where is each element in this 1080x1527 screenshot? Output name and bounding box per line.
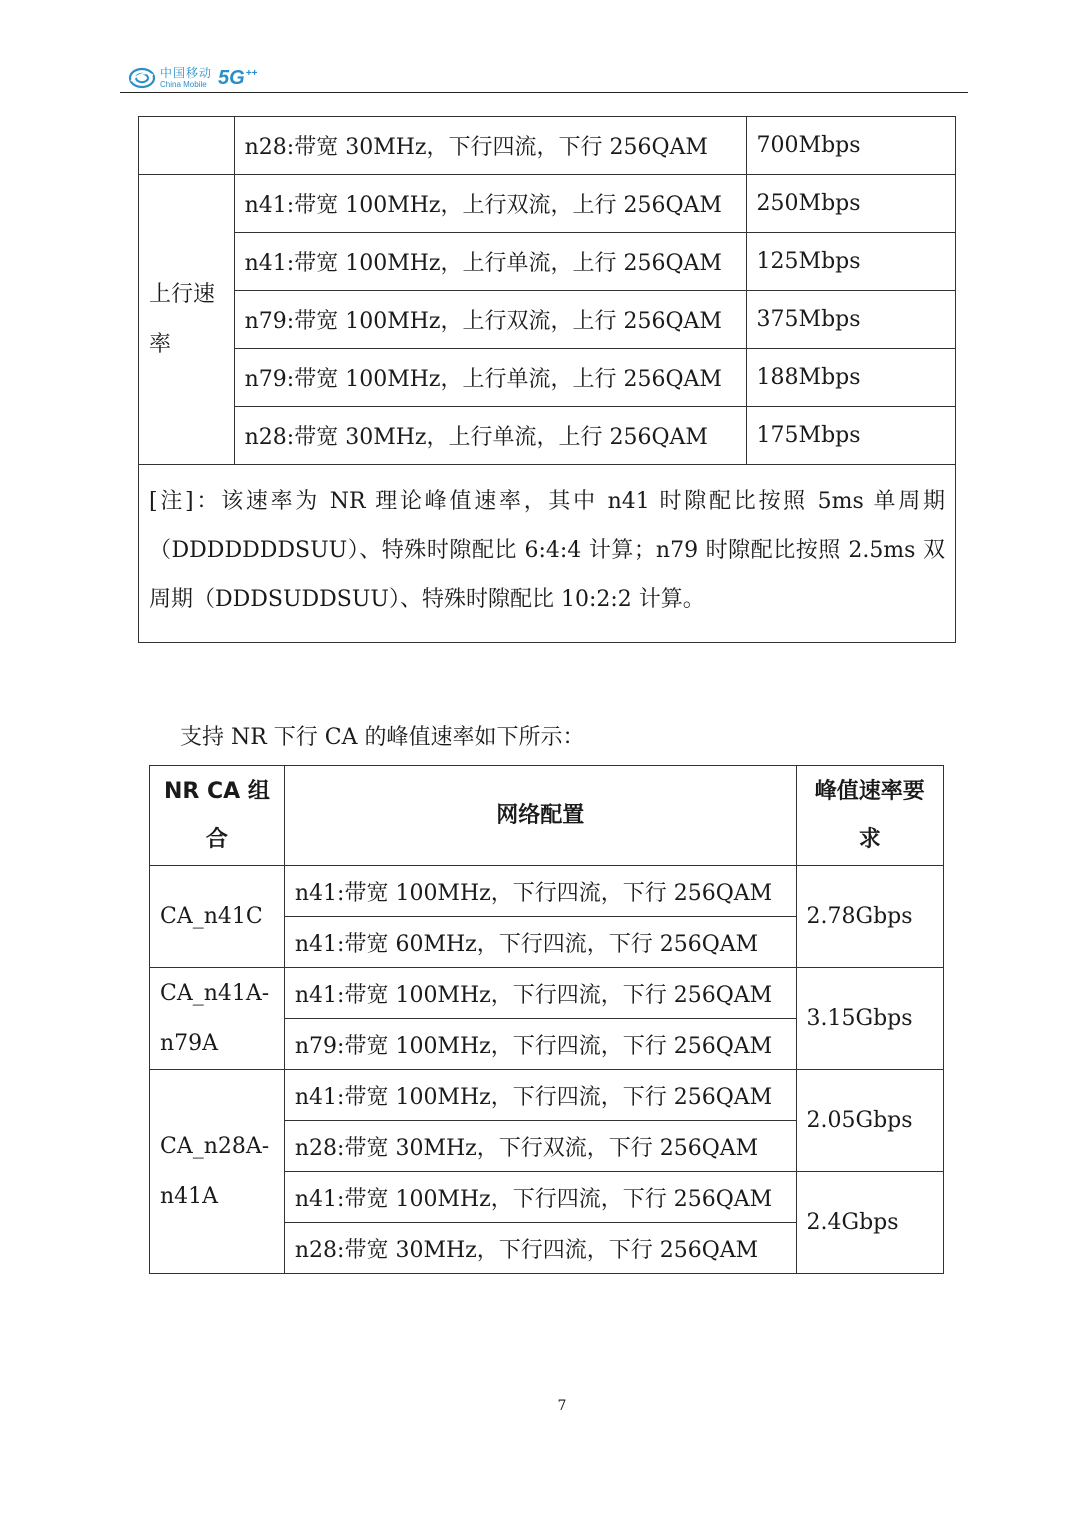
config-cell: n79:带宽 100MHz，上行双流，上行 256QAM: [234, 291, 746, 349]
config-cell: n28:带宽 30MHz，下行四流，下行 256QAM: [234, 117, 746, 175]
rate-cell: 2.05Gbps: [796, 1070, 943, 1172]
config-cell: n79:带宽 100MHz，下行四流，下行 256QAM: [284, 1019, 796, 1070]
config-cell: n28:带宽 30MHz，上行单流，上行 256QAM: [234, 407, 746, 465]
config-cell: n41:带宽 60MHz，下行四流，下行 256QAM: [284, 917, 796, 968]
config-cell: n79:带宽 100MHz，上行单流，上行 256QAM: [234, 349, 746, 407]
table-row: [139, 407, 956, 465]
table-row: [150, 968, 944, 1019]
config-cell: n41:带宽 100MHz，下行四流，下行 256QAM: [284, 1070, 796, 1121]
logo-5g-mark: [218, 67, 257, 90]
header-network-config: 网络配置: [284, 766, 796, 866]
empty-cell: [139, 117, 235, 175]
rate-cell: 700Mbps: [746, 117, 955, 175]
china-mobile-swirl-icon: [128, 66, 156, 90]
logo-chinese-text: 中国移动: [160, 66, 213, 80]
ca-combo-cell: CA_n41A-n79A: [150, 968, 285, 1070]
table-row: [150, 866, 944, 917]
header-rule: [120, 92, 968, 93]
rate-cell: 250Mbps: [746, 175, 955, 233]
table-row: [139, 349, 956, 407]
table-row: [139, 291, 956, 349]
peak-rate-table-continued: [138, 116, 956, 643]
ca-intro-paragraph: 支持 NR 下行 CA 的峰值速率如下所示：: [180, 725, 585, 750]
rate-cell: 3.15Gbps: [796, 968, 943, 1070]
rate-cell: 375Mbps: [746, 291, 955, 349]
uplink-rate-label: 上行速率: [139, 175, 235, 465]
table-header-row: [150, 766, 944, 866]
nr-ca-peak-rate-table: [149, 765, 944, 1274]
rate-cell: 175Mbps: [746, 407, 955, 465]
rate-cell: 188Mbps: [746, 349, 955, 407]
rate-cell: 125Mbps: [746, 233, 955, 291]
config-cell: n41:带宽 100MHz，上行单流，上行 256QAM: [234, 233, 746, 291]
config-cell: n28:带宽 30MHz，下行双流，下行 256QAM: [284, 1121, 796, 1172]
logo-english-text: China Mobile: [160, 80, 207, 89]
logo-plus-text: ++: [245, 67, 258, 79]
page-header: [120, 56, 968, 96]
table-note: [注]：该速率为 NR 理论峰值速率，其中 n41 时隙配比按照 5ms 单周期（DDDDDDDSUU）、特殊时隙配比 6:4:4 计算；n79 时隙配比按照 2.5ms 双周期（DDDSUDDSUU）、特殊时隙配比 10:2:2 计算。: [139, 465, 956, 643]
header-peak-rate: 峰值速率要求: [796, 766, 943, 866]
ca-combo-cell: CA_n28A-n41A: [150, 1070, 285, 1274]
header-ca-combo: NR CA 组合: [150, 766, 285, 866]
logo-5g-text: 5G: [218, 66, 245, 89]
table-row: [139, 175, 956, 233]
config-cell: n28:带宽 30MHz，下行四流，下行 256QAM: [284, 1223, 796, 1274]
rate-cell: 2.4Gbps: [796, 1172, 943, 1274]
config-cell: n41:带宽 100MHz，下行四流，下行 256QAM: [284, 968, 796, 1019]
page-number: 7: [557, 1398, 567, 1414]
config-cell: n41:带宽 100MHz，下行四流，下行 256QAM: [284, 866, 796, 917]
china-mobile-logo: [128, 62, 257, 94]
config-cell: n41:带宽 100MHz，下行四流，下行 256QAM: [284, 1172, 796, 1223]
table-row: [150, 1070, 944, 1121]
table-note-row: [139, 465, 956, 643]
rate-cell: 2.78Gbps: [796, 866, 943, 968]
table-row: [139, 117, 956, 175]
table-row: [139, 233, 956, 291]
ca-combo-cell: CA_n41C: [150, 866, 285, 968]
config-cell: n41:带宽 100MHz，上行双流，上行 256QAM: [234, 175, 746, 233]
